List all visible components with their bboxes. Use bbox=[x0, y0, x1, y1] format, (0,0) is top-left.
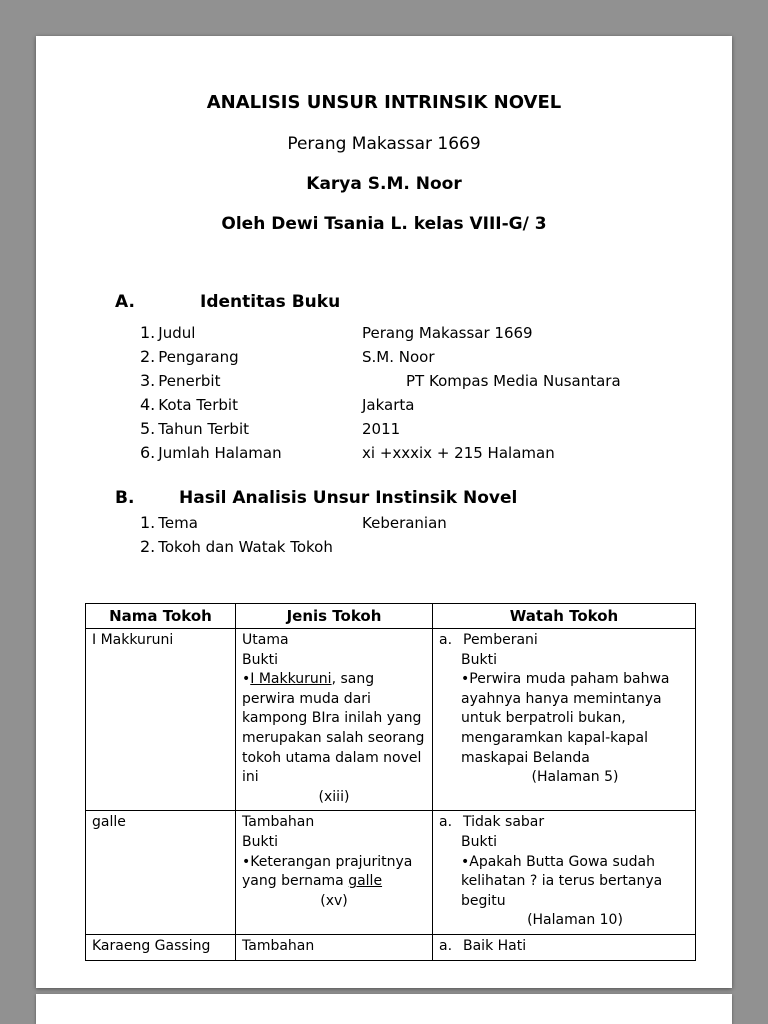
cell-text: Baik Hati bbox=[463, 937, 527, 954]
list-item bbox=[140, 395, 712, 419]
cell-text-segment: I Makkuruni bbox=[250, 671, 332, 688]
list-item bbox=[140, 371, 712, 395]
list-item-label: Kota Terbit bbox=[158, 396, 238, 414]
cell-line: (Halaman 5) bbox=[531, 769, 619, 786]
character-table-body bbox=[86, 629, 696, 961]
list-item-number: 5. bbox=[140, 419, 156, 438]
list-item-value: S.M. Noor bbox=[362, 348, 435, 366]
list-item bbox=[140, 513, 712, 537]
section-a-title: Identitas Buku bbox=[200, 292, 341, 312]
cell-line bbox=[439, 853, 689, 912]
list-item bbox=[140, 347, 712, 371]
character-analysis-table bbox=[85, 603, 696, 961]
character-name: galle bbox=[92, 814, 126, 831]
list-item bbox=[140, 537, 712, 561]
list-letter-marker: a. bbox=[439, 937, 453, 954]
table-row bbox=[86, 934, 696, 960]
list-letter-marker: a. bbox=[439, 814, 453, 831]
cell-watak-tokoh bbox=[433, 811, 696, 935]
cell-line: (Halaman 10) bbox=[527, 912, 623, 929]
section-b-list bbox=[140, 513, 712, 561]
cell-text-segment: •Apakah Butta Gowa sudah kelihatan ? ia terus bertanya begitu bbox=[461, 853, 663, 909]
list-item-number: 1. bbox=[140, 323, 156, 342]
cell-line: Bukti bbox=[461, 833, 497, 850]
cell-text-segment: galle bbox=[348, 873, 383, 890]
cell-line: Bukti bbox=[461, 651, 497, 668]
list-item-number: 2. bbox=[140, 347, 156, 366]
table-row bbox=[86, 629, 696, 811]
cell-watak-tokoh bbox=[433, 934, 696, 960]
cell-line: Tambahan bbox=[242, 814, 315, 831]
cell-line bbox=[439, 937, 689, 957]
cell-line bbox=[439, 670, 689, 768]
character-name: Karaeng Gassing bbox=[92, 937, 211, 954]
list-item-number: 4. bbox=[140, 395, 156, 414]
list-item bbox=[140, 443, 712, 467]
cell-line bbox=[439, 813, 689, 833]
document-title: ANALISIS UNSUR INTRINSIK NOVEL bbox=[206, 92, 562, 113]
list-item-label: Tema bbox=[158, 514, 198, 532]
section-a-label: A. bbox=[115, 292, 135, 312]
cell-line: (xv) bbox=[320, 892, 348, 909]
list-item-label: Penerbit bbox=[158, 372, 221, 390]
list-item-number: 6. bbox=[140, 443, 156, 462]
document-author-line: Oleh Dewi Tsania L. kelas VIII-G/ 3 bbox=[221, 214, 547, 234]
cell-text-segment: , sang perwira muda dari kampong BIra inilah yang merupakan salah seorang tokoh utama dalam novel ini bbox=[242, 671, 425, 786]
list-item-number: 1. bbox=[140, 513, 156, 532]
cell-jenis-tokoh bbox=[236, 811, 433, 935]
cell-text: Tidak sabar bbox=[463, 814, 545, 831]
section-b-title: Hasil Analisis Unsur Instinsik Novel bbox=[179, 488, 518, 508]
document-byline: Karya S.M. Noor bbox=[306, 174, 462, 194]
cell-line: (xiii) bbox=[318, 788, 350, 805]
section-b-label: B. bbox=[115, 488, 135, 508]
list-item-label: Tahun Terbit bbox=[158, 420, 250, 438]
cell-line bbox=[439, 631, 689, 651]
cell-line bbox=[242, 853, 426, 892]
table-header-row bbox=[86, 604, 696, 629]
list-item-label: Pengarang bbox=[158, 348, 239, 366]
section-a-list bbox=[140, 323, 712, 467]
list-item-label: Judul bbox=[158, 324, 196, 342]
list-letter-marker: a. bbox=[439, 632, 453, 648]
list-item-number: 2. bbox=[140, 537, 156, 556]
list-item bbox=[140, 419, 712, 443]
list-item-value: xi +xxxix + 215 Halaman bbox=[362, 444, 555, 462]
cell-nama-tokoh bbox=[86, 934, 236, 960]
character-name: I Makkuruni bbox=[92, 632, 174, 648]
list-item-value: Perang Makassar 1669 bbox=[362, 324, 533, 342]
header-nama-tokoh: Nama Tokoh bbox=[86, 604, 236, 629]
cell-jenis-tokoh bbox=[236, 934, 433, 960]
cell-jenis-tokoh bbox=[236, 629, 433, 811]
cell-nama-tokoh bbox=[86, 629, 236, 811]
list-item-value: PT Kompas Media Nusantara bbox=[406, 372, 621, 390]
cell-text-segment: •Perwira muda paham bahwa ayahnya hanya memintanya untuk berpatroli bukan, mengaramkan kapal-kapal maskapai Belanda bbox=[461, 671, 670, 766]
section-b-heading bbox=[115, 488, 517, 508]
list-item-label: Tokoh dan Watak Tokoh bbox=[158, 538, 333, 556]
document-subtitle: Perang Makassar 1669 bbox=[287, 134, 481, 154]
list-item-label: Jumlah Halaman bbox=[158, 444, 282, 462]
cell-text-segment: • bbox=[242, 671, 251, 688]
header-watak-tokoh: Watah Tokoh bbox=[433, 604, 696, 629]
cell-text-segment: •Keterangan prajuritnya yang bernama bbox=[242, 853, 413, 890]
table-row bbox=[86, 811, 696, 935]
list-item bbox=[140, 323, 712, 347]
header-jenis-tokoh: Jenis Tokoh bbox=[236, 604, 433, 629]
section-a-heading bbox=[115, 292, 340, 312]
list-item-value: Keberanian bbox=[362, 514, 447, 532]
document-page bbox=[36, 36, 732, 988]
next-page-edge bbox=[36, 994, 732, 1024]
cell-nama-tokoh bbox=[86, 811, 236, 935]
cell-line: Bukti bbox=[242, 651, 278, 668]
cell-line: Bukti bbox=[242, 833, 278, 850]
cell-watak-tokoh bbox=[433, 629, 696, 811]
list-item-value: 2011 bbox=[362, 420, 401, 438]
list-item-value: Jakarta bbox=[362, 396, 415, 414]
cell-line: Tambahan bbox=[242, 937, 315, 954]
cell-line: Utama bbox=[242, 632, 289, 648]
cell-line bbox=[242, 670, 426, 788]
list-item-number: 3. bbox=[140, 371, 156, 390]
cell-text: Pemberani bbox=[463, 632, 538, 648]
